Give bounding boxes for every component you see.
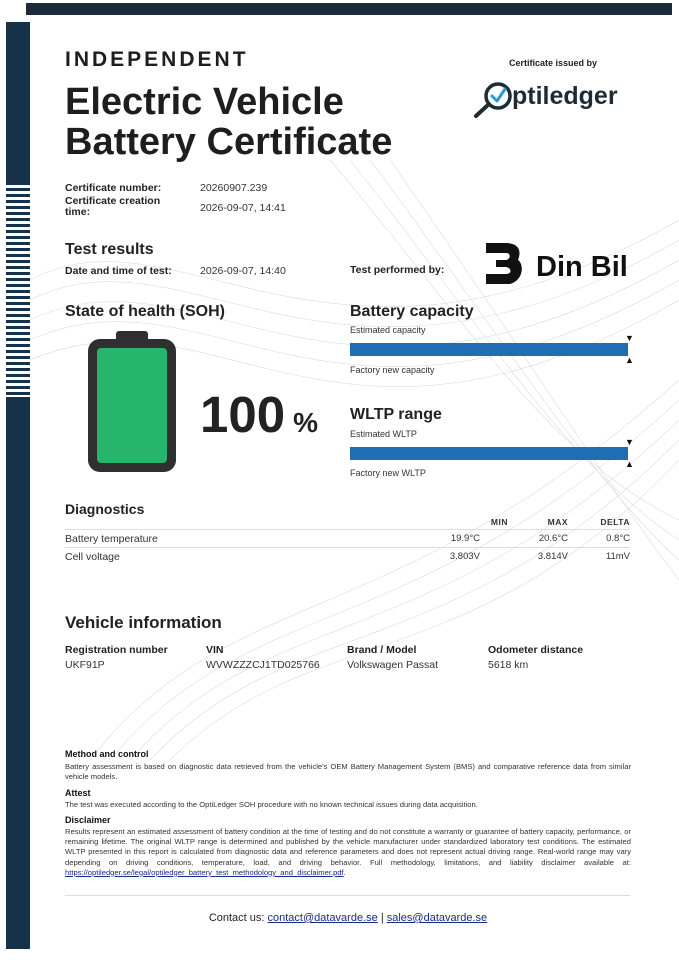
page-title	[65, 82, 485, 162]
top-bar-decoration	[26, 3, 672, 15]
optiledger-logo	[470, 76, 640, 120]
test-results-heading: Test results	[65, 241, 154, 258]
diag-divider	[65, 529, 630, 530]
disclaimer-body: Results represent an estimated assessment of battery condition at the time of testing and do not constitute a warranty or guarantee of battery capacity, performance, or remaining lifetime. The original WLTP range is determined and published by the vehicle manufacturer under standardized laboratory test conditions. The estimated WLTP presented in this report is calculated from diagnostic data and reference parameters and does not represent actual driving range. Real-world range may vary depending on driving conditions, temperature, load, and driving behavior. Full methodology, limitations, and liability disclaimer available at:	[65, 827, 631, 867]
capacity-factory-marker: ▲	[625, 355, 634, 365]
diag-row-max: 20.6°C	[538, 533, 568, 544]
method-heading: Method and control	[65, 749, 149, 759]
contact-label: Contact us:	[208, 912, 265, 924]
diag-row-name: Cell voltage	[65, 551, 120, 563]
vehicle-field-value: Volkswagen Passat	[347, 659, 439, 671]
soh-unit: %	[293, 407, 318, 438]
diag-col-max: MAX	[547, 517, 568, 527]
diag-row-min: 19.9°C	[450, 533, 480, 544]
vehicle-field-label: VIN	[206, 644, 224, 656]
contact-email-link[interactable]: contact@datavarde.se	[267, 912, 378, 924]
footer-divider	[65, 895, 630, 896]
contact-line	[65, 912, 631, 924]
diag-row-max: 3.814V	[537, 551, 568, 562]
svg-text:Din Bil: Din Bil	[536, 251, 628, 283]
wltp-estimated-marker: ▼	[625, 437, 634, 447]
contact-separator: |	[380, 912, 384, 924]
certificate-number: 20260907.239	[200, 182, 268, 194]
capacity-bar	[350, 343, 628, 356]
attest-text: The test was executed according to the OptiLedger SOH procedure with no known technical issues during data acquisition.	[65, 800, 478, 809]
test-date-value: 2026-09-07, 14:40	[200, 265, 286, 277]
factory-wltp-label: Factory new WLTP	[350, 468, 426, 478]
disclaimer-link[interactable]: https://optiledger.se/legal/optiledger_battery_test_methodology_and_disclaimer.pdf	[65, 867, 344, 877]
diag-col-min: MIN	[490, 517, 508, 527]
vehicle-field-value: UKF91P	[65, 659, 105, 671]
diag-col-delta: DELTA	[600, 517, 630, 527]
wltp-factory-marker: ▲	[625, 459, 634, 469]
vehicle-field-value: 5618 km	[488, 659, 529, 671]
vehicle-field-label: Brand / Model	[347, 644, 417, 656]
battery-icon	[86, 331, 178, 474]
disclaimer-heading: Disclaimer	[65, 815, 111, 825]
certificate-creation-label: Certificate creation time:	[65, 195, 161, 218]
diag-divider	[65, 547, 630, 548]
diag-row-delta: 0.8°C	[606, 533, 630, 544]
capacity-estimated-marker: ▼	[625, 333, 634, 343]
diag-row-min: 3.803V	[449, 551, 480, 562]
sales-email-link[interactable]: sales@datavarde.se	[386, 912, 488, 924]
sidebar-decoration	[6, 22, 30, 949]
vehicle-field-value: WVWZZZCJ1TD025766	[206, 659, 320, 671]
disclaimer-text: Results represent an estimated assessment of battery condition at the time of testing and do not constitute a warranty or guarantee of battery capacity, performance, or remaining lifetime. The original WLTP range is determined and published by the vehicle manufacturer under standardized laboratory test conditions. The estimated WLTP presented in this report is calculated from diagnostic data and reference parameters and does not represent actual driving range. Real-world range may vary depending on driving conditions, temperature, load, and driving behavior. Full methodology, limitations, and liability disclaimer available at: https://optiledger.se/legal/optiledger_battery_test_methodology_and_disclaimer.pdf.	[65, 827, 631, 877]
test-date-label: Date and time of test:	[65, 265, 172, 277]
title-line-2: Battery Certificate	[65, 121, 393, 163]
vehicle-field-label: Registration number	[65, 644, 168, 656]
wltp-heading: WLTP range	[350, 406, 442, 423]
estimated-wltp-label: Estimated WLTP	[350, 429, 417, 439]
factory-capacity-label: Factory new capacity	[350, 365, 435, 375]
soh-number: 100	[200, 386, 286, 443]
vehicle-info-heading: Vehicle information	[65, 613, 222, 632]
test-performed-by-label: Test performed by:	[350, 264, 445, 276]
soh-value	[200, 385, 318, 444]
certificate-number-label: Certificate number:	[65, 182, 162, 194]
estimated-capacity-label: Estimated capacity	[350, 325, 426, 335]
soh-heading: State of health (SOH)	[65, 303, 226, 320]
sidebar-stripes-decoration	[6, 182, 30, 397]
header-kicker: INDEPENDENT	[65, 48, 249, 71]
attest-heading: Attest	[65, 788, 91, 798]
diag-row-delta: 11mV	[605, 551, 630, 562]
battery-capacity-heading: Battery capacity	[350, 303, 474, 320]
diagnostics-heading: Diagnostics	[65, 501, 145, 517]
title-line-1: Electric Vehicle	[65, 81, 344, 123]
vehicle-field-label: Odometer distance	[488, 644, 584, 656]
issued-by-label: Certificate issued by	[508, 58, 598, 68]
diag-row-name: Battery temperature	[65, 533, 158, 545]
din-bil-logo	[484, 240, 630, 288]
svg-text:ptiledger: ptiledger	[512, 82, 618, 110]
method-text: Battery assessment is based on diagnostic data retrieved from the vehicle's OEM Battery Management System (BMS) and comparative reference data from similar vehicle models.	[65, 762, 631, 782]
certificate-creation-time: 2026-09-07, 14:41	[200, 202, 286, 214]
wltp-bar	[350, 447, 628, 460]
